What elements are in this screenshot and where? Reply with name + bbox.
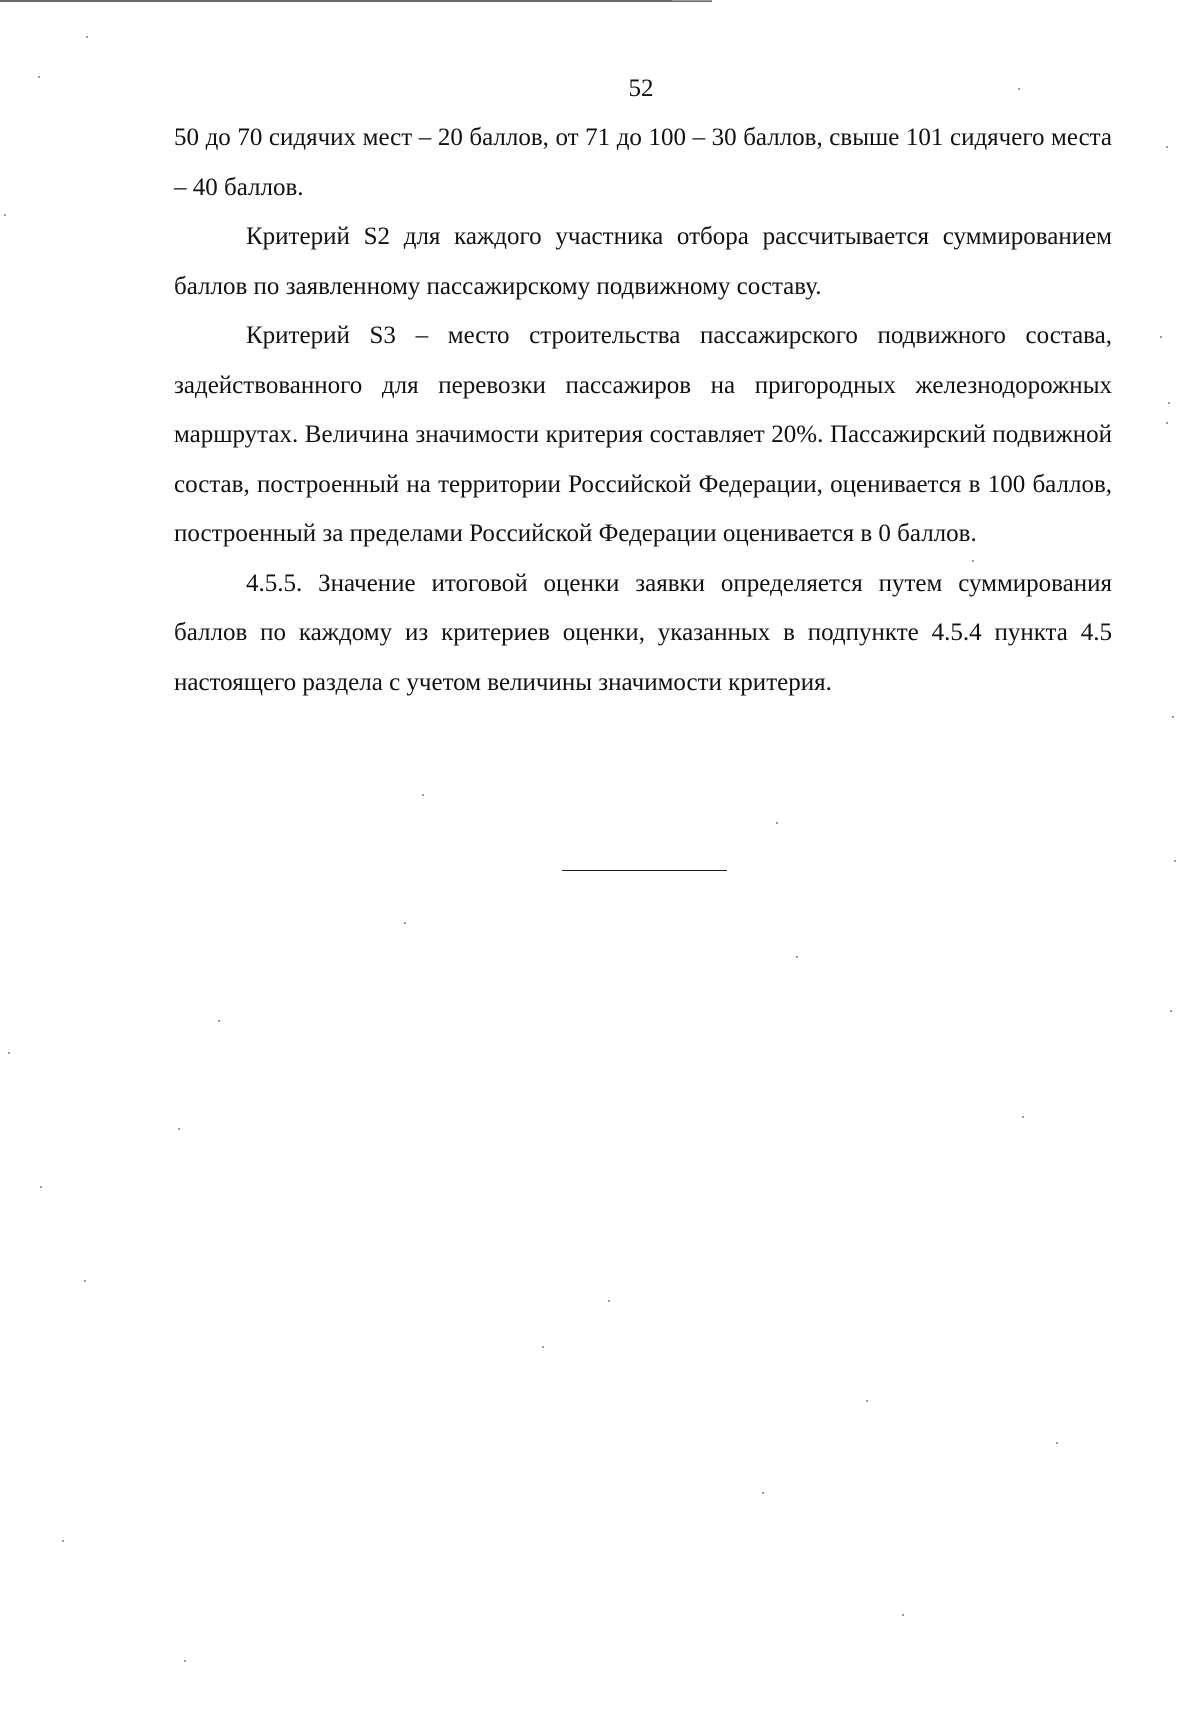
paragraph-4-5-5: 4.5.5. Значение итоговой оценки заявки определяется путем суммирования баллов по каждому из критериев оценки, указанных в подпункте 4.5.4 пункта 4.5 настоящего раздела с учетом величины значимости критерия.: [174, 569, 1112, 696]
scan-edge-line: [672, 0, 712, 1]
scan-speck: [1168, 402, 1170, 404]
scan-speck: [1172, 716, 1174, 718]
scan-speck: [38, 76, 40, 78]
scan-speck: [1160, 336, 1162, 338]
scan-speck: [1056, 1442, 1058, 1444]
scan-speck: [404, 922, 406, 924]
scan-speck: [218, 1020, 220, 1022]
scan-speck: [972, 560, 974, 562]
scan-speck: [1170, 1010, 1172, 1012]
paragraph-criterion-s3: Критерий S3 – место строительства пассажирского подвижного состава, задействованного для перевозки пассажиров на пригородных железнодорожных маршрутах. Величина значимости критерия составляет 20%. Пассажирский подвижной состав, построенный на территории Российской Федерации, оценивается в 100 баллов, построенный за пределами Российской Федерации оценивается в 0 баллов.: [174, 322, 1112, 547]
scan-speck: [762, 1492, 764, 1494]
scan-speck: [4, 214, 6, 216]
scan-speck: [1166, 422, 1168, 424]
paragraph-continuation: 50 до 70 сидячих мест – 20 баллов, от 71 до 100 – 30 баллов, свыше 101 сидячего места – 40 баллов.: [174, 124, 1112, 201]
paragraph-criterion-s2: Критерий S2 для каждого участника отбора рассчитывается суммированием баллов по заявленному пассажирскому подвижному составу.: [174, 223, 1112, 300]
scan-speck: [608, 1300, 610, 1302]
scan-speck: [86, 36, 88, 38]
document-body: [174, 113, 1112, 707]
scan-speck: [542, 1346, 544, 1348]
scan-speck: [1022, 1116, 1024, 1118]
scan-speck: [776, 822, 778, 824]
scan-speck: [40, 1186, 42, 1188]
scan-speck: [422, 794, 424, 796]
end-of-section-rule: [562, 870, 727, 871]
scan-speck: [796, 956, 798, 958]
scan-speck: [902, 1614, 904, 1616]
scan-speck: [84, 1280, 86, 1282]
scan-speck: [1166, 146, 1168, 148]
scan-speck: [866, 1400, 868, 1402]
scan-speck: [184, 1660, 186, 1662]
scan-speck: [62, 1540, 64, 1542]
scan-speck: [178, 1128, 180, 1130]
scan-speck: [1174, 860, 1176, 862]
scan-speck: [8, 1052, 10, 1054]
scan-speck: [1018, 88, 1020, 90]
page-number: 52: [628, 75, 654, 102]
scan-edge-line: [0, 0, 712, 2]
